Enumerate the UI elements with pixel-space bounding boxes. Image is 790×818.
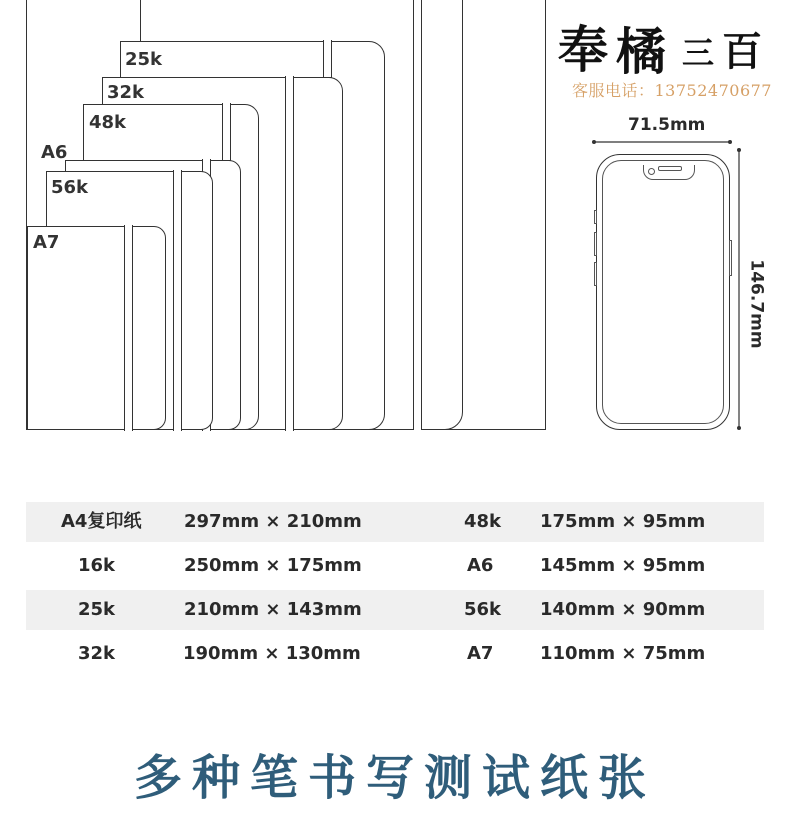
table-row <box>26 546 764 586</box>
notebook-25k-strap <box>323 40 332 78</box>
size-name-left: 16k <box>78 555 116 576</box>
phone-volume-up-button <box>594 232 597 256</box>
size-dimension-right: 140mm × 90mm <box>540 599 706 620</box>
phone-width-label: 71.5mm <box>628 115 706 135</box>
brand-char-4: 百 <box>722 28 762 75</box>
brand-logo <box>556 8 771 81</box>
size-name-left: 25k <box>78 599 116 620</box>
notebook-48k-strap <box>222 103 231 161</box>
phone-width-dimension-line <box>590 136 734 148</box>
size-dimension-left: 250mm × 175mm <box>184 555 362 576</box>
table-row <box>26 502 764 542</box>
brand-char-1: 奉 <box>558 20 608 79</box>
phone-camera <box>648 168 655 175</box>
size-name-left: 32k <box>78 643 116 664</box>
phone-height-label: 146.7mm <box>746 259 767 349</box>
phone-silent-switch <box>594 210 597 224</box>
size-name-left: A4复印纸 <box>61 511 142 532</box>
notebook-label-a7: A7 <box>33 232 60 253</box>
customer-service-phone: 客服电话：13752470677 <box>572 81 772 100</box>
notebook-label-56k: 56k <box>51 177 89 198</box>
notebook-56k-strap <box>173 170 182 431</box>
size-dimension-left: 297mm × 210mm <box>184 511 362 532</box>
notebook-label-a6: A6 <box>41 142 68 163</box>
table-row <box>26 590 764 630</box>
brand-char-2: 橘 <box>616 22 666 81</box>
notebook-32k-strap <box>285 76 294 431</box>
notebook-label-48k: 48k <box>89 112 127 133</box>
size-name-right: A7 <box>467 643 494 664</box>
phone-speaker <box>658 166 682 171</box>
size-dimension-right: 145mm × 95mm <box>540 555 706 576</box>
section-heading-banner: 多种笔书写测试纸张 <box>133 750 656 806</box>
notebook-16k-strap <box>413 0 422 430</box>
size-dimension-right: 110mm × 75mm <box>540 643 706 664</box>
phone-power-button <box>729 240 732 276</box>
notebook-label-25k: 25k <box>125 49 163 70</box>
table-row <box>26 634 764 674</box>
notebook-a7-strap <box>124 225 133 431</box>
size-dimension-left: 190mm × 130mm <box>183 643 361 664</box>
size-dimension-left: 210mm × 143mm <box>184 599 362 620</box>
notebook-a7 <box>27 226 166 430</box>
size-name-right: A6 <box>467 555 494 576</box>
size-name-right: 48k <box>464 511 502 532</box>
size-name-right: 56k <box>464 599 502 620</box>
a4-sheet-right-edge <box>545 0 546 430</box>
size-dimension-right: 175mm × 95mm <box>540 511 706 532</box>
phone-volume-down-button <box>594 262 597 286</box>
phone-screen <box>602 160 724 424</box>
notebook-label-32k: 32k <box>107 82 145 103</box>
brand-char-3: 三 <box>682 34 715 72</box>
phone-outline <box>596 154 730 430</box>
phone-height-dimension-line <box>733 146 745 432</box>
